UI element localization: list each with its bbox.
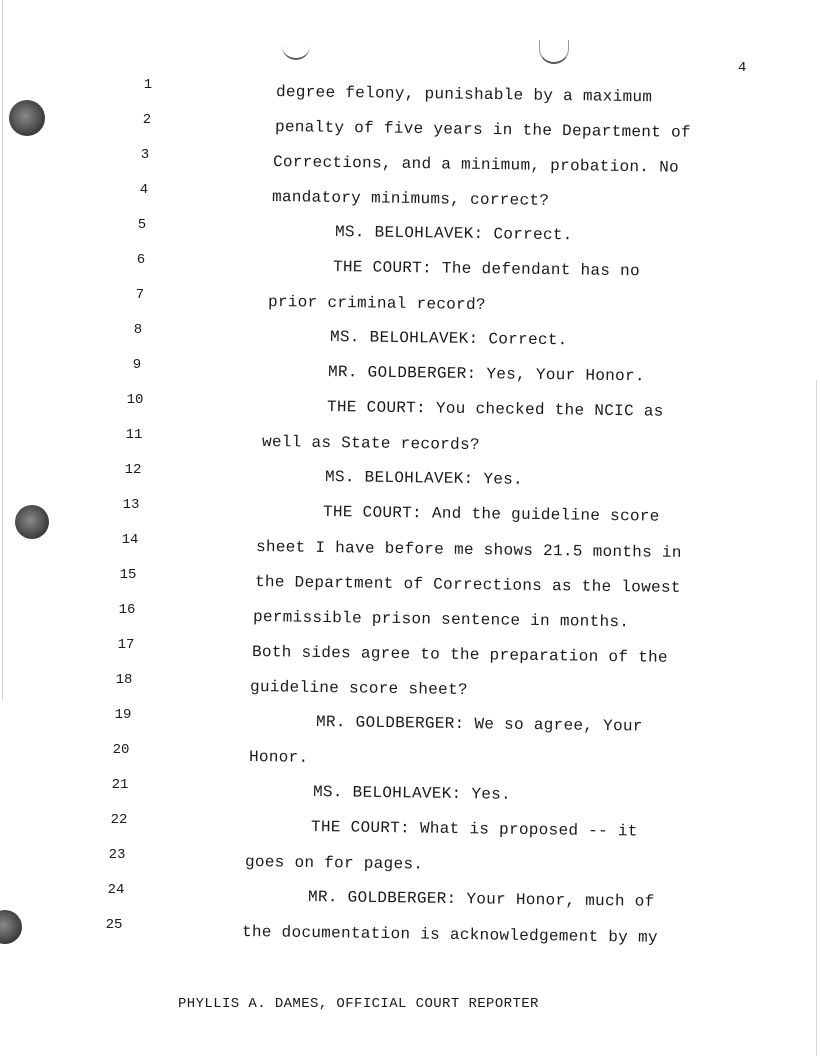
line-number: 1 xyxy=(143,77,153,93)
line-number: 20 xyxy=(112,742,130,758)
transcript-line: prior criminal record? xyxy=(267,293,486,315)
line-number: 12 xyxy=(124,462,142,478)
transcript-line: the documentation is acknowledgement by my xyxy=(241,923,658,947)
line-number: 5 xyxy=(137,217,147,233)
transcript-line: THE COURT: What is proposed -- it xyxy=(310,818,638,841)
line-number: 2 xyxy=(142,112,152,128)
transcript-line: Honor. xyxy=(248,748,309,767)
line-number: 6 xyxy=(136,252,146,268)
transcript-line: permissible prison sentence in months. xyxy=(252,608,630,632)
transcript-line: MS. BELOHLAVEK: Yes. xyxy=(312,783,512,804)
transcript-line: penalty of five years in the Department of xyxy=(274,118,691,142)
reporter-footer: PHYLLIS A. DAMES, OFFICIAL COURT REPORTER xyxy=(178,996,539,1012)
transcript-line: THE COURT: And the guideline score xyxy=(322,503,660,526)
punch-hole xyxy=(15,505,49,539)
line-number: 18 xyxy=(115,672,133,688)
line-number: 11 xyxy=(125,427,143,443)
line-number: 15 xyxy=(119,567,137,583)
line-number: 9 xyxy=(132,357,142,373)
line-number: 10 xyxy=(126,392,144,408)
line-number: 13 xyxy=(122,497,140,513)
line-number: 8 xyxy=(133,322,143,338)
binding-mark xyxy=(539,40,569,64)
transcript-line: sheet I have before me shows 21.5 months in xyxy=(255,538,682,562)
transcript-line: MS. BELOHLAVEK: Correct. xyxy=(334,223,573,245)
line-number: 23 xyxy=(108,847,126,863)
line-number: 3 xyxy=(140,147,150,163)
line-number: 4 xyxy=(139,182,149,198)
page-edge-left xyxy=(2,0,3,700)
line-number: 24 xyxy=(107,882,125,898)
line-number: 14 xyxy=(121,532,139,548)
line-number: 21 xyxy=(111,777,129,793)
transcript-line: MS. BELOHLAVEK: Yes. xyxy=(324,468,524,489)
transcript-line: MS. BELOHLAVEK: Correct. xyxy=(329,328,568,350)
line-number: 19 xyxy=(114,707,132,723)
line-number: 22 xyxy=(110,812,128,828)
transcript-line: degree felony, punishable by a maximum xyxy=(275,83,653,107)
binding-mark xyxy=(282,36,310,60)
line-number: 25 xyxy=(105,917,123,933)
transcript-line: guideline score sheet? xyxy=(249,678,468,700)
transcript-line: well as State records? xyxy=(261,433,480,455)
transcript-line: THE COURT: The defendant has no xyxy=(332,258,641,281)
transcript-line: mandatory minimums, correct? xyxy=(271,188,550,210)
line-number: 17 xyxy=(117,637,135,653)
line-number: 7 xyxy=(135,287,145,303)
transcript-line: MR. GOLDBERGER: Yes, Your Honor. xyxy=(327,363,645,386)
page-number: 4 xyxy=(738,60,747,76)
transcript-line: goes on for pages. xyxy=(244,853,424,874)
line-number: 16 xyxy=(118,602,136,618)
transcript-line: Corrections, and a minimum, probation. No xyxy=(272,153,680,177)
transcript-line: the Department of Corrections as the lowest xyxy=(254,573,681,597)
transcript-line: THE COURT: You checked the NCIC as xyxy=(326,398,664,421)
page-edge-right xyxy=(816,380,817,1056)
punch-hole xyxy=(9,100,45,136)
punch-hole xyxy=(0,910,22,944)
transcript-line: Both sides agree to the preparation of the xyxy=(251,643,668,667)
transcript-line: MR. GOLDBERGER: We so agree, Your xyxy=(315,713,643,736)
transcript-line: MR. GOLDBERGER: Your Honor, much of xyxy=(307,888,655,911)
